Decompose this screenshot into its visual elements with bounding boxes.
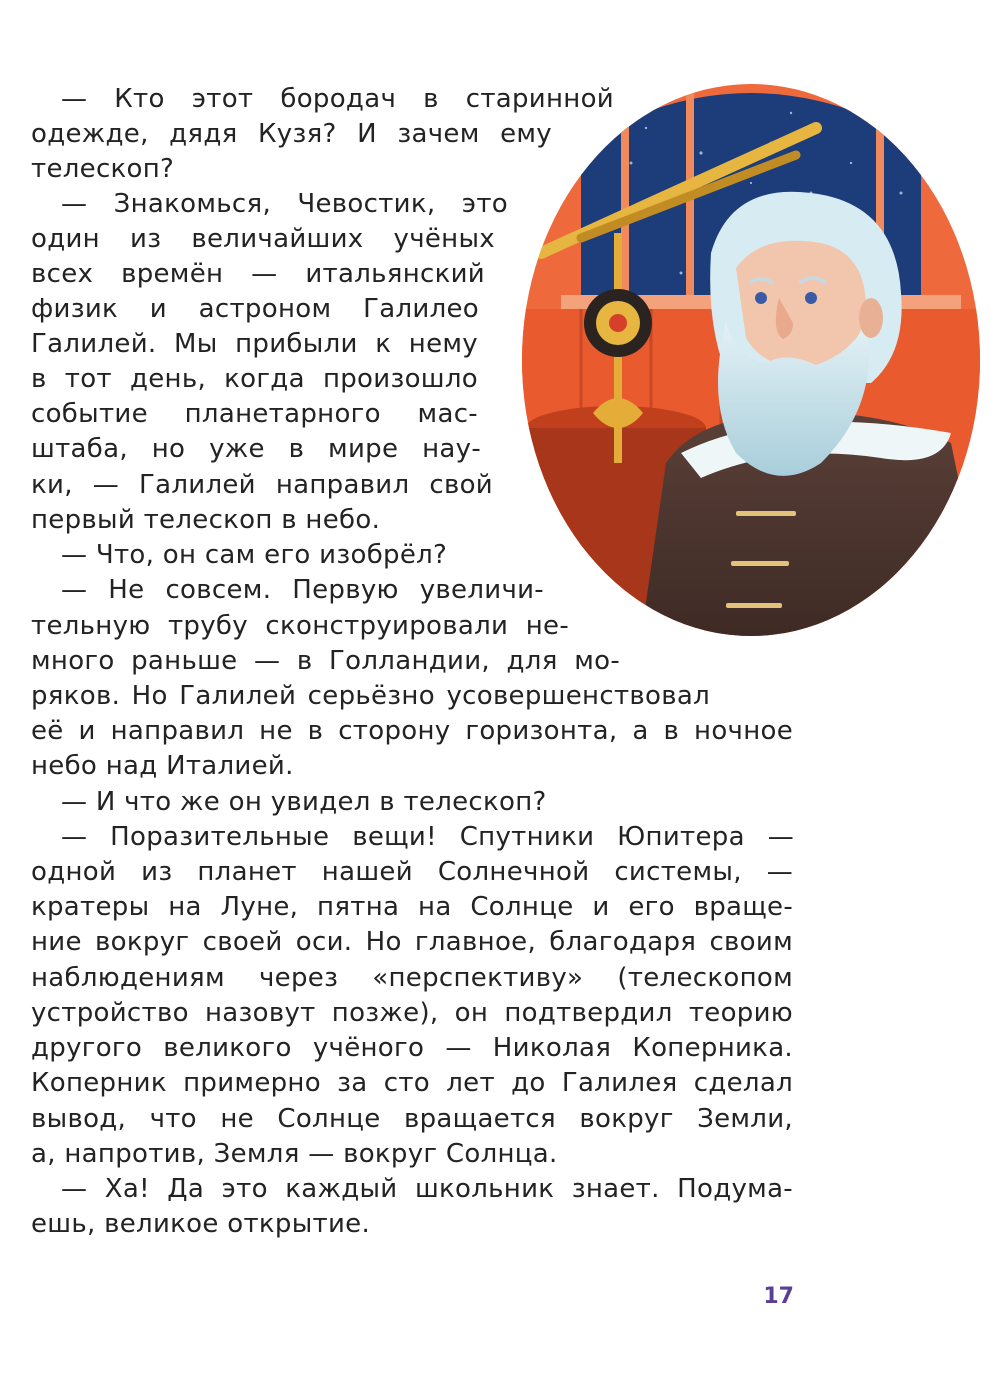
text-line: — И что же он увидел в телескоп? <box>61 787 547 817</box>
text-line: физик и астроном Галилео <box>31 294 479 324</box>
text-line: — Знакомься, Чевостик, это <box>61 189 508 219</box>
text-line: тельную трубу сконструировали не- <box>31 611 569 641</box>
text-line: одежде, дядя Кузя? И зачем ему <box>31 119 552 149</box>
text-line: телескоп? <box>31 154 175 184</box>
text-line: небо над Италией. <box>31 751 294 781</box>
text-line: Галилей. Мы прибыли к нему <box>31 329 478 359</box>
text-line: — Ха! Да это каждый школьник знает. Подума- <box>61 1174 793 1204</box>
text-line: одной из планет нашей Солнечной системы, — <box>31 857 793 887</box>
page-number: 17 <box>763 1284 794 1309</box>
text-line: устройство назовут позже), он подтвердил теорию <box>31 998 793 1028</box>
text-line: ки, — Галилей направил свой <box>31 470 493 500</box>
text-line: ние вокруг своей оси. Но главное, благодаря своим <box>31 927 793 957</box>
scientist-telescope-illustration <box>521 83 981 637</box>
text-line: один из величайших учёных <box>31 224 495 254</box>
text-line: в тот день, когда произошло <box>31 364 478 394</box>
text-line: — Поразительные вещи! Спутники Юпитера — <box>61 822 794 852</box>
text-line: другого великого учёного — Николая Коперника. <box>31 1033 793 1063</box>
text-line: а, напротив, Земля — вокруг Солнца. <box>31 1139 558 1169</box>
text-line: её и направил не в сторону горизонта, а в ночное <box>31 716 793 746</box>
text-line: штаба, но уже в мире нау- <box>31 434 481 464</box>
text-line: — Кто этот бородач в старинной <box>61 84 614 114</box>
text-line: много раньше — в Голландии, для мо- <box>31 646 620 676</box>
text-line: наблюдениям через «перспективу» (телескопом <box>31 963 793 993</box>
text-line: вывод, что не Солнце вращается вокруг Земли, <box>31 1104 793 1134</box>
text-line: ешь, великое открытие. <box>31 1209 371 1239</box>
text-line: ряков. Но Галилей серьёзно усовершенствовал <box>31 681 710 711</box>
text-line: событие планетарного мас- <box>31 399 478 429</box>
text-line: кратеры на Луне, пятна на Солнце и его враще- <box>31 892 793 922</box>
text-line: первый телескоп в небо. <box>31 505 381 535</box>
text-line: — Не совсем. Первую увеличи- <box>61 575 544 605</box>
text-line: — Что, он сам его изобрёл? <box>61 540 448 570</box>
text-line: всех времён — итальянский <box>31 259 485 289</box>
text-line: Коперник примерно за сто лет до Галилея сделал <box>31 1068 793 1098</box>
